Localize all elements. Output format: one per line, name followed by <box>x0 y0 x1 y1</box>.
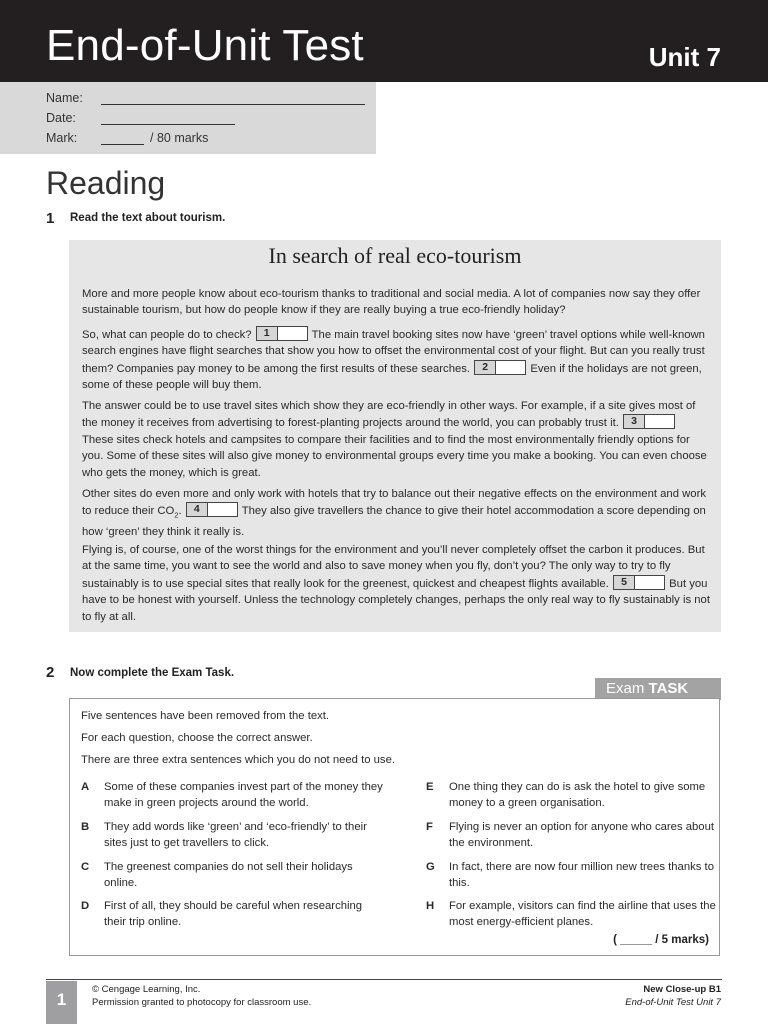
student-info-panel <box>0 82 376 154</box>
page-number-box <box>46 981 77 1024</box>
question-1-text: Read the text about tourism. <box>70 212 226 224</box>
reading-passage <box>69 240 721 632</box>
gap-3: 3 <box>623 414 675 429</box>
footer-divider <box>46 979 722 980</box>
task-marks: ( _____ / 5 marks) <box>613 934 709 946</box>
paragraph-5: Flying is, of course, one of the worst things for the environment and you’ll never completely offset the carbon it produces. But at the same time, you want to see the world and also to save money when you fly, don’t you? The only way to try to fly sustainably is to use special sites that really look for the greenest, quickest and cheapest flights available. 5 But you have to be honest with yourself. Unless the technology completely changes, perhaps the only real way to fly sustainably is not to fly at all. <box>82 544 710 623</box>
header-bar <box>0 0 768 82</box>
gap-2: 2 <box>474 360 526 375</box>
paragraph-3: The answer could be to use travel sites which show they are eco-friendly in other ways. For example, if a site gives most of the money it receives from advertising to forest-planting projects around the world, you can probably trust it. 3 These sites check hotels and campsites to compare their facilities and to find the most environmentally friendly options for you. Some of these sites will also give money to environmental groups every time you make a booking. You can even choose who gets the money, which is great. <box>82 400 707 479</box>
test-name: End-of-Unit Test Unit 7 <box>625 997 721 1008</box>
test-title: End-of-Unit Test <box>46 21 364 70</box>
date-label: Date: <box>46 111 76 125</box>
question-2-number: 2 <box>46 664 55 681</box>
book-title: New Close-up B1 <box>643 984 721 995</box>
permission-note: Permission granted to photocopy for classroom use. <box>92 997 312 1008</box>
paragraph-2: So, what can people do to check? 1 The main travel booking sites now have ‘green’ travel options while well-known search engines have flight searches that show you how to offset the environmental cost of your flight. But can you really trust them? Companies pay money to be among the first results of these searches. 2 Even if the holidays are not green, some of these people will buy them. <box>82 327 705 392</box>
exam-task-tab: Exam TASK <box>595 678 721 700</box>
exam-task-box: Five sentences have been removed from the text. For each question, choose the correct answer. There are three extra sentences which you do not need to use. A Some of these companies invest part of the money they make in green projects around the world. B They add words like ‘green’ and ‘eco-friendly’ to their sites just to get travellers to click. C The greenest companies do not sell their holidays online. D First of all, they should be careful when researching their trip online. E One thing they can do is ask the hotel to give some money to a green organisation. F Flying is never an option for anyone who cares about the environment. G In fact, there are now four million new trees thanks to this. H For example, visitors can find the airline that uses the most energy-efficient planes. ( _____ / 5 marks) <box>69 698 720 956</box>
question-1-number: 1 <box>46 210 55 227</box>
section-title: Reading <box>46 165 166 201</box>
gap-4: 4 <box>186 502 238 517</box>
mark-label: Mark: <box>46 131 78 145</box>
question-2-text: Now complete the Exam Task. <box>70 667 235 679</box>
instruction-1: Five sentences have been removed from the text. <box>81 710 330 722</box>
passage-title: In search of real eco-tourism <box>268 243 522 268</box>
mark-line <box>101 144 144 145</box>
instruction-2: For each question, choose the correct answer. <box>81 732 313 744</box>
gap-1: 1 <box>256 326 308 341</box>
name-line <box>101 104 365 105</box>
page-number: 1 <box>56 990 67 1009</box>
unit-label: Unit 7 <box>648 42 721 72</box>
paragraph-1: More and more people know about eco-tourism thanks to traditional and social media. A lot of companies now say they offer sustainable tourism, but how do people know if they are really buying a true eco-friendly holiday? <box>82 288 701 317</box>
date-line <box>101 124 235 125</box>
paragraph-4: Other sites do even more and only work with hotels that try to balance out their negative effects on the environment and work to reduce their $CO_2$. 4 They also give travellers the chance to give their hotel accommodation a score depending on how ‘green’ they think it really is. <box>82 488 706 539</box>
name-label: Name: <box>46 91 83 105</box>
copyright: © Cengage Learning, Inc. <box>92 984 201 995</box>
instruction-3: There are three extra sentences which you do not need to use. <box>81 754 395 766</box>
gap-5: 5 <box>613 575 665 590</box>
mark-total: / 80 marks <box>150 131 209 145</box>
